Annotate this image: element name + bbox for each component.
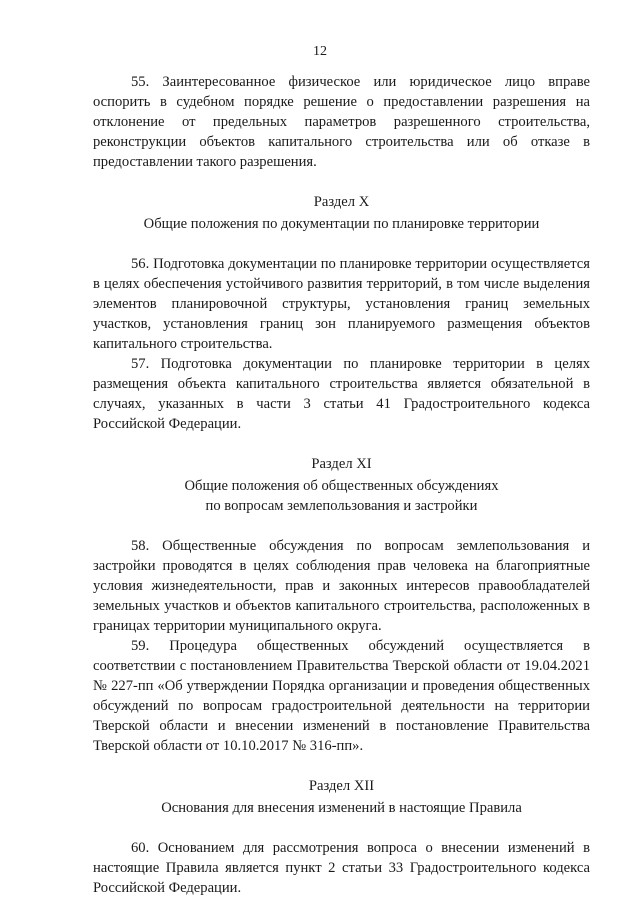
section-11-title-line-1: Общие положения об общественных обсуждениях	[184, 478, 499, 494]
section-11-title-line-2: по вопросам землепользования и застройки	[205, 498, 478, 514]
paragraph-55: 55. Заинтересованное физическое или юридическое лицо вправе оспорить в судебном порядке решение о предоставлении разрешения на отклонение от предельных параметров разрешенного строительства, реконструкции объектов капитального строительства или об отказе в предоставлении такого разрешения.	[93, 74, 590, 170]
section-12-heading	[93, 776, 590, 818]
page-number: 12	[313, 44, 327, 59]
paragraph-58: 58. Общественные обсуждения по вопросам землепользования и застройки проводятся в целях соблюдения прав человека на благоприятные условия жизнедеятельности, прав и законных интересов правообладателей земельных участков и объектов капитального строительства, расположенных в границах территории муниципального округа.	[93, 538, 590, 634]
section-11-heading	[93, 454, 590, 516]
section-12-number: Раздел XII	[308, 778, 375, 794]
paragraph-57: 57. Подготовка документации по планировке территории в целях размещения объекта капитального строительства является обязательной в случаях, указанных в части 3 статьи 41 Градостроительного кодекса Российской Федерации.	[93, 356, 590, 432]
section-11-number: Раздел XI	[311, 456, 372, 472]
section-10-number: Раздел X	[313, 194, 370, 210]
section-12-title: Основания для внесения изменений в настоящие Правила	[161, 800, 522, 816]
paragraph-59: 59. Процедура общественных обсуждений осуществляется в соответствии с постановлением Правительства Тверской области от 19.04.2021 № 227-пп «Об утверждении Порядка организации и проведения общественных обсуждений по вопросам градостроительной деятельности на территории Тверской области и внесении изменений в постановление Правительства Тверской области от 10.10.2017 № 316-пп».	[93, 638, 590, 754]
paragraph-56: 56. Подготовка документации по планировке территории осуществляется в целях обеспечения устойчивого развития территорий, в том числе выделения элементов планировочной структуры, установления границ земельных участков, установления границ зон планируемого размещения объектов капитального строительства.	[93, 256, 590, 352]
paragraph-60: 60. Основанием для рассмотрения вопроса о внесении изменений в настоящие Правила является пункт 2 статьи 33 Градостроительного кодекса Российской Федерации.	[93, 840, 590, 896]
section-10-heading	[93, 192, 590, 234]
section-10-title: Общие положения по документации по планировке территории	[143, 216, 540, 232]
document-body	[93, 72, 590, 898]
